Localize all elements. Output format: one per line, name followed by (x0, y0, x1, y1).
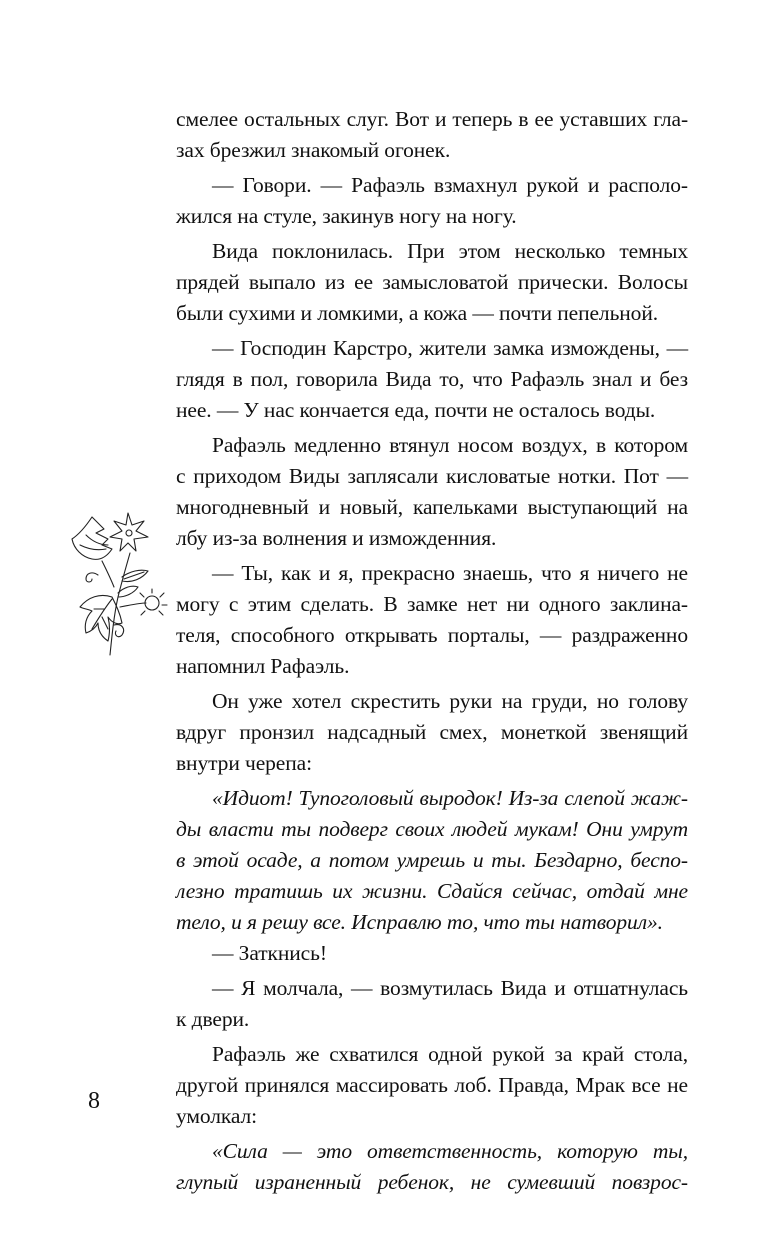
text-line: многодневный и новый, капельками выступающий на (176, 495, 688, 519)
text-line: — Говори. — Рафаэль взмахнул рукой и располо- (212, 173, 688, 197)
text-line: Вида поклонилась. При этом несколько темных (212, 239, 688, 263)
text-line: Рафаэль медленно втянул носом воздух, в котором (212, 433, 688, 457)
text-line: умолкал: (176, 1104, 258, 1128)
text-line: с приходом Виды заплясали кисловатые нотки. Пот — (176, 464, 688, 488)
text-line: Рафаэль же схватился одной рукой за край стола, (212, 1042, 688, 1066)
text-line: другой принялся массировать лоб. Правда, Мрак все не (176, 1073, 688, 1097)
text-line: нее. — У нас кончается еда, почти не осталось воды. (176, 398, 656, 422)
text-line: — Ты, как и я, прекрасно знаешь, что я ничего не (212, 561, 688, 585)
text-line: были сухими и ломкими, а кожа — почти пепельной. (176, 301, 659, 325)
body-text (176, 104, 688, 1198)
text-line: глядя в пол, говорила Вида то, что Рафаэль знал и без (176, 367, 688, 391)
text-line: зах брезжил знакомый огонек. (176, 138, 451, 162)
text-line: — Заткнись! (212, 941, 327, 965)
text-line: ды власти ты подверг своих людей мукам! Они умрут (176, 817, 688, 841)
text-line: лезно тратишь их жизни. Сдайся сейчас, отдай мне (176, 879, 688, 903)
text-line: смелее остальных слуг. Вот и теперь в ее уставших гла- (176, 107, 688, 131)
text-line: теля, способного открывать порталы, — раздраженно (176, 623, 688, 647)
text-line: внутри черепа: (176, 751, 312, 775)
text-line: напомнил Рафаэль. (176, 654, 350, 678)
text-line: вдруг пронзил надсадный смех, монеткой звенящий (176, 720, 688, 744)
page-number: 8 (88, 1088, 100, 1114)
text-line: глупый израненный ребенок, не сумевший повзрос- (176, 1170, 688, 1194)
text-line: Он уже хотел скрестить руки на груди, но голову (212, 689, 688, 713)
text-line: «Идиот! Тупоголовый выродок! Из-за слепой жаж- (212, 786, 688, 810)
text-line: лбу из-за волнения и изможденния. (176, 526, 497, 550)
text-line: жился на стуле, закинув ногу на ногу. (176, 204, 517, 228)
text-line: — Господин Карстро, жители замка измождены, — (212, 336, 688, 360)
text-line: прядей выпало из ее замысловатой прически. Волосы (176, 270, 688, 294)
text-line: — Я молчала, — возмутилась Вида и отшатнулась (212, 976, 688, 1000)
text-line: «Сила — это ответственность, которую ты, (212, 1139, 688, 1163)
text-line: могу с этим сделать. В замке нет ни одного заклина- (176, 592, 688, 616)
text-line: тело, и я решу все. Исправлю то, что ты натворил». (176, 910, 663, 934)
text-line: к двери. (176, 1007, 250, 1031)
text-line: в этой осаде, а потом умрешь и ты. Бездарно, беспо- (176, 848, 688, 872)
botanical-flower-illustration-icon (52, 505, 172, 665)
